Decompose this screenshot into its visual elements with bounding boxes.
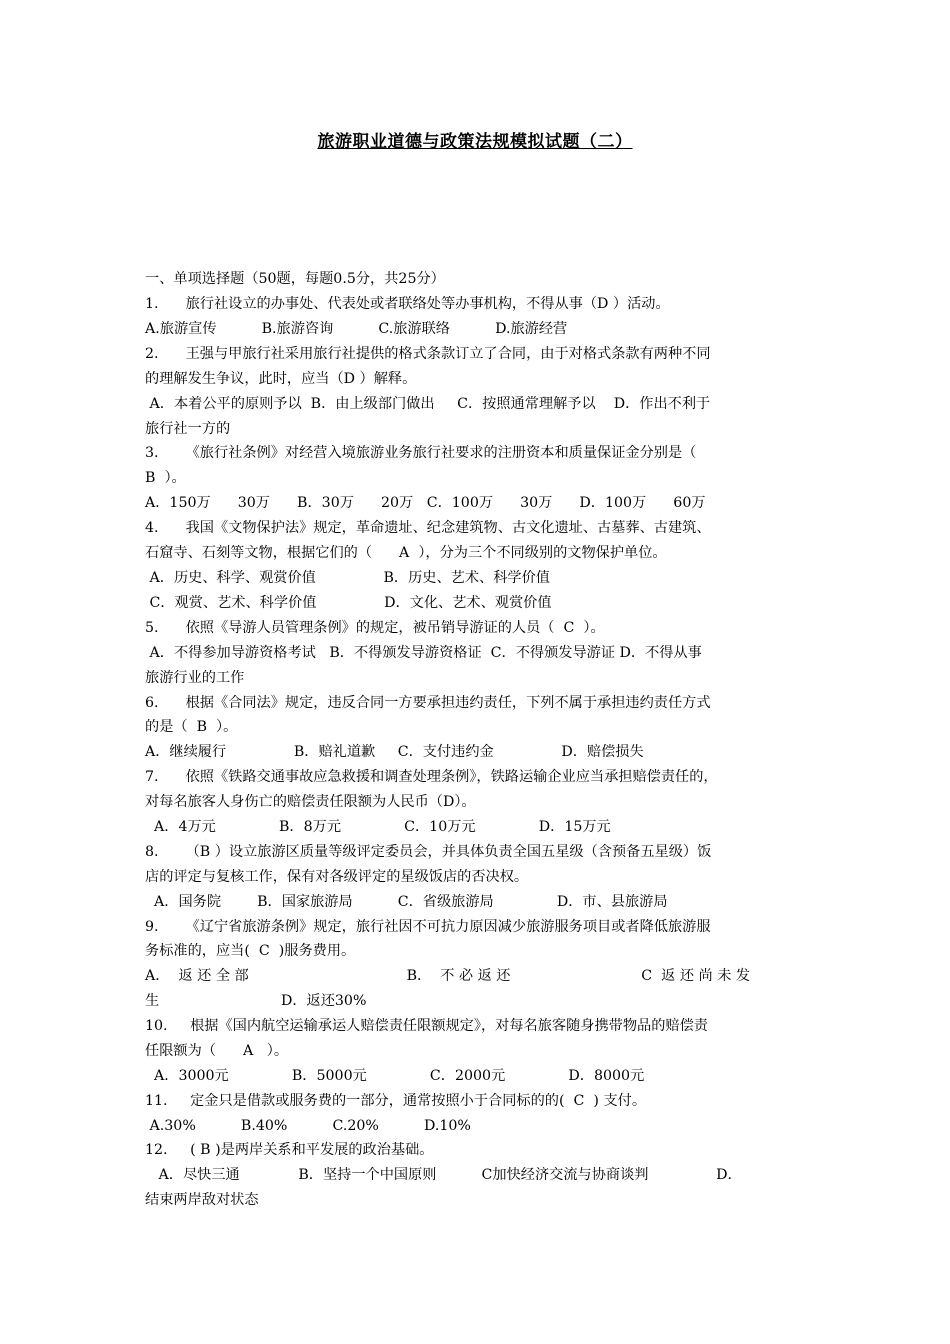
question-line: 5. 依照《导游人员管理条例》的规定，被吊销导游证的人员（ C ）。 (145, 620, 605, 636)
question-line: 10. 根据《国内航空运输承运人赔偿责任限额规定》，对每名旅客随身携带物品的赔偿责 (145, 1018, 708, 1034)
question-line: 3. 《旅行社条例》对经营入境旅游业务旅行社要求的注册资本和质量保证金分别是（ (145, 445, 697, 461)
option-line: A．不得参加导游资格考试 B．不得颁发导游资格证 C．不得颁发导游证 D．不得从事 (145, 645, 702, 661)
question-line: B ）。 (145, 470, 186, 486)
question-line: 的是（ B ）。 (145, 719, 238, 735)
option-line: 结束两岸敌对状态 (145, 1192, 259, 1208)
option-line: C．观赏、艺术、科学价值 D．文化、艺术、观赏价值 (145, 595, 552, 611)
option-line: A．本着公平的原则予以 B．由上级部门做出 C．按照通常理解予以 D．作出不利于 (145, 396, 711, 412)
option-line: A．尽快三通 B．坚持一个中国原则 C加快经济交流与协商谈判 D． (145, 1167, 742, 1183)
option-line: A．国务院 B．国家旅游局 C．省级旅游局 D．市、县旅游局 (145, 894, 668, 910)
option-line: A．3000元 B．5000元 C．2000元 D．8000元 (145, 1068, 645, 1084)
question-line: 12. ( B )是两岸关系和平发展的政治基础。 (145, 1142, 434, 1158)
question-line: 任限额为（ A ）。 (145, 1043, 289, 1059)
question-line: 8. （B ）设立旅游区质量等级评定委员会，并具体负责全国五星级（含预备五星级）饭 (145, 844, 712, 860)
question-line: 的理解发生争议，此时，应当（D ）解释。 (145, 371, 417, 387)
document-title: 旅游职业道德与政策法规模拟试题（二） (317, 132, 633, 152)
question-line: 石窟寺、石刻等文物，根据它们的（ A ），分为三个不同级别的文物保护单位。 (145, 545, 667, 561)
option-line: 旅游行业的工作 (145, 670, 245, 686)
question-line: 6. 根据《合同法》规定，违反合同一方要承担违约责任，下列不属于承担违约责任方式 (145, 695, 711, 711)
option-line: 旅行社一方的 (145, 421, 231, 437)
question-line: 11. 定金只是借款或服务费的一部分，通常按照小于合同标的的( C ) 支付。 (145, 1093, 647, 1109)
option-line: A.旅游宣传 B.旅游咨询 C.旅游联络 D.旅游经营 (145, 321, 568, 337)
option-line: A．继续履行 B．赔礼道歉 C．支付违约金 D．赔偿损失 (145, 744, 644, 760)
section-heading: 一、单项选择题（50题，每题0.5分，共25分） (145, 271, 445, 287)
option-line: A．历史、科学、观赏价值 B．历史、艺术、科学价值 (145, 570, 550, 586)
question-line: 店的评定与复核工作，保有对各级评定的星级饭店的否决权。 (145, 869, 529, 885)
option-line: A.30% B.40% C.20% D.10% (145, 1118, 471, 1134)
option-line: A．4万元 B．8万元 C．10万元 D．15万元 (145, 819, 611, 835)
question-line: 务标准的，应当( C )服务费用。 (145, 943, 356, 959)
question-line: 2. 王强与甲旅行社采用旅行社提供的格式条款订立了合同，由于对格式条款有两种不同 (145, 346, 711, 362)
question-line: 对每名旅客人身伤亡的赔偿责任限额为人民币（D）。 (145, 794, 476, 810)
option-line: 生 D．返还30% (145, 993, 367, 1009)
option-line: A．150万 30万 B．30万 20万 C．100万 30万 D．100万 60万 (145, 495, 706, 511)
question-line: 1. 旅行社设立的办事处、代表处或者联络处等办事机构，不得从事（D ）活动。 (145, 296, 670, 312)
question-line: 4. 我国《文物保护法》规定，革命遗址、纪念建筑物、古文化遗址、古墓葬、古建筑、 (145, 520, 711, 536)
question-line: 9. 《辽宁省旅游条例》规定，旅行社因不可抗力原因减少旅游服务项目或者降低旅游服 (145, 919, 711, 935)
option-line: A． 返 还 全 部 B． 不 必 返 还 C 返 还 尚 未 发 (145, 968, 751, 984)
question-line: 7. 依照《铁路交通事故应急救援和调查处理条例》，铁路运输企业应当承担赔偿责任的， (145, 769, 718, 785)
